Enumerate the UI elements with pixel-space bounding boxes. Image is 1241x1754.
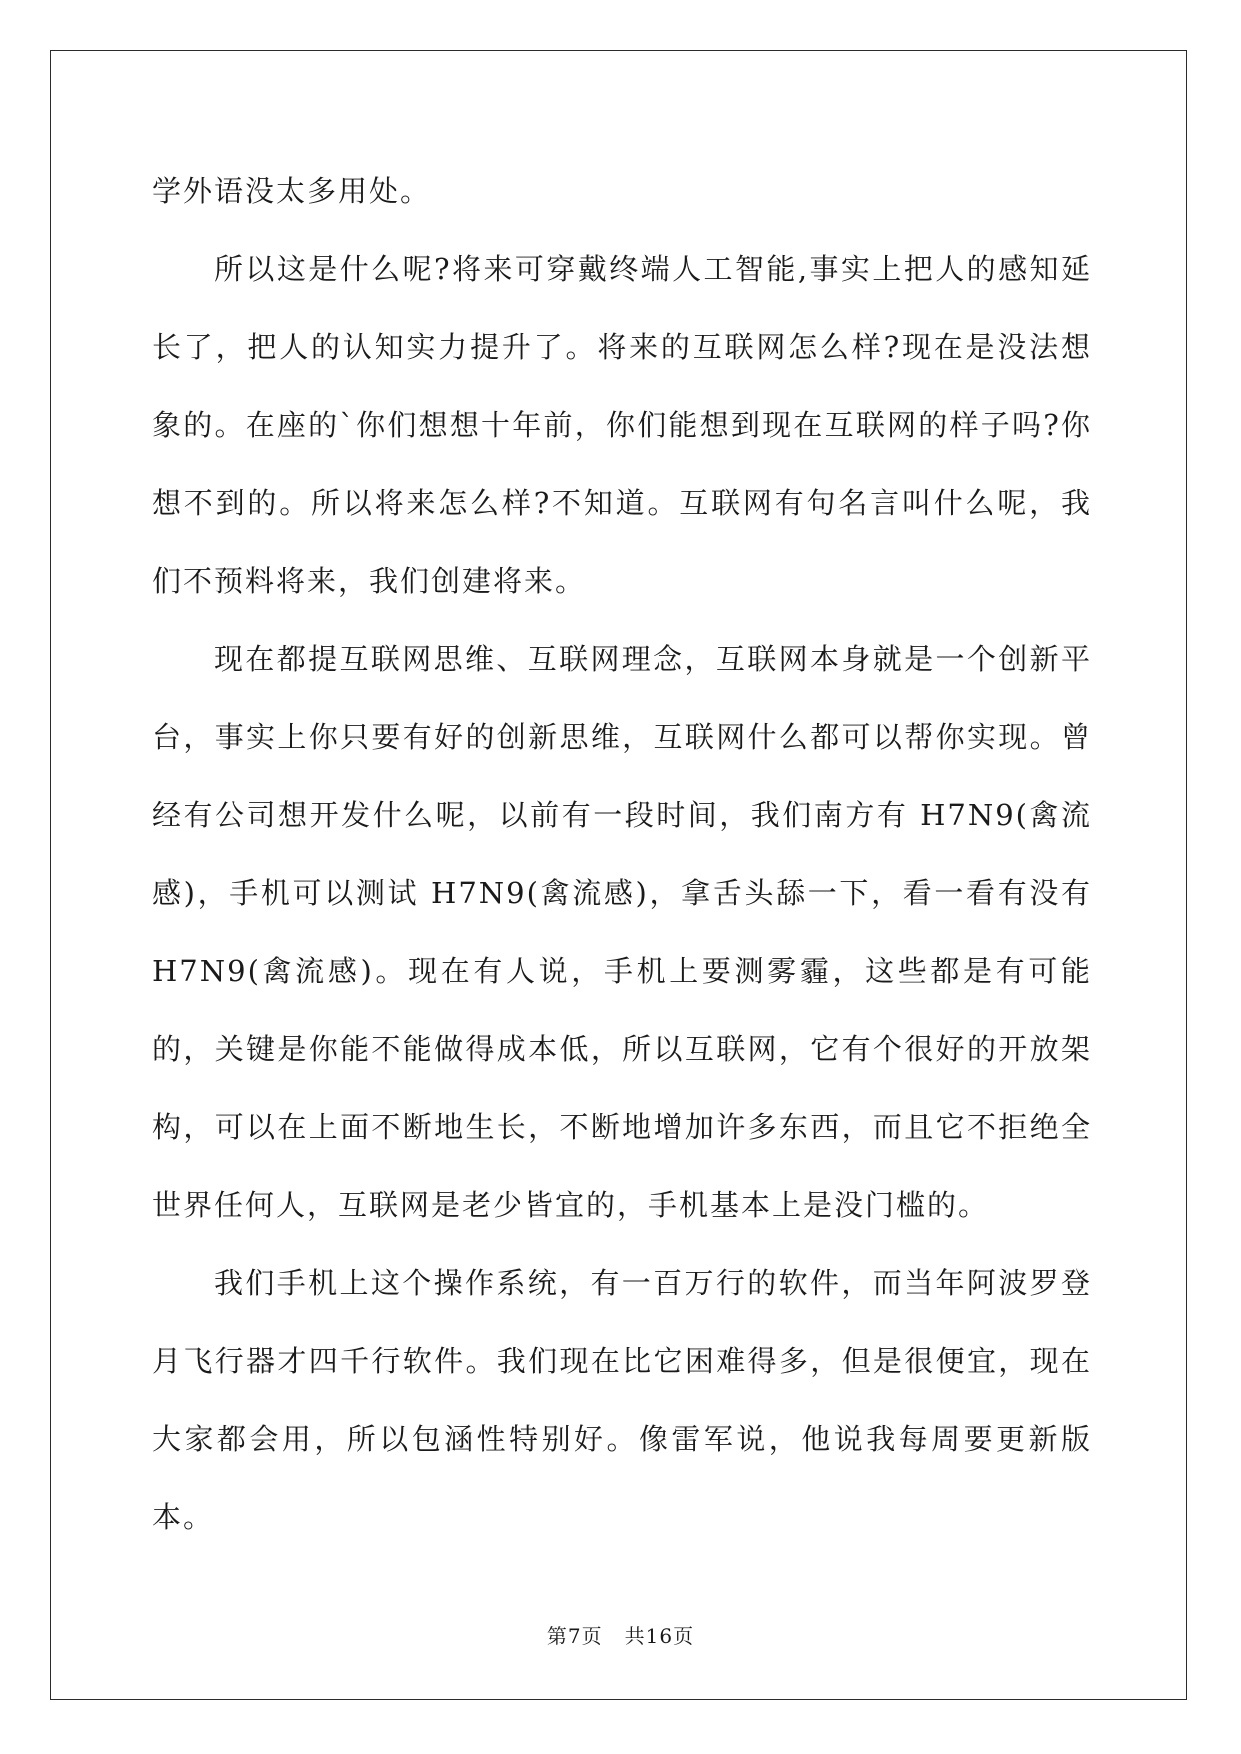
paragraph: 现在都提互联网思维、互联网理念，互联网本身就是一个创新平台，事实上你只要有好的创新思维，互联网什么都可以帮你实现。曾经有公司想开发什么呢，以前有一段时间，我们南方有 H7N9(禽流感)，手机可以测试 H7N9(禽流感)，拿舌头舔一下，看一看有没有 H7N9(禽流感)。现在有人说，手机上要测雾霾，这些都是有可能的，关键是你能不能做得成本低，所以互联网，它有个很好的开放架构，可以在上面不断地生长，不断地增加许多东西，而且它不拒绝全世界任何人，互联网是老少皆宜的，手机基本上是没门槛的。	[152, 642, 1092, 1222]
paragraph: 学外语没太多用处。	[152, 174, 432, 208]
page-footer	[0, 1620, 1241, 1649]
page-total: 共16页	[624, 1624, 695, 1648]
paragraph: 我们手机上这个操作系统，有一百万行的软件，而当年阿波罗登月飞行器才四千行软件。我们现在比它困难得多，但是很便宜，现在大家都会用，所以包涵性特别好。像雷军说，他说我每周要更新版本。	[152, 1266, 1092, 1534]
page-number: 第7页	[546, 1624, 603, 1648]
paragraph: 所以这是什么呢?将来可穿戴终端人工智能,事实上把人的感知延长了，把人的认知实力提升了。将来的互联网怎么样?现在是没法想象的。在座的`你们想想十年前，你们能想到现在互联网的样子吗?你想不到的。所以将来怎么样?不知道。互联网有句名言叫什么呢，我们不预料将来，我们创建将来。	[152, 252, 1092, 598]
document-body	[152, 152, 1092, 1556]
